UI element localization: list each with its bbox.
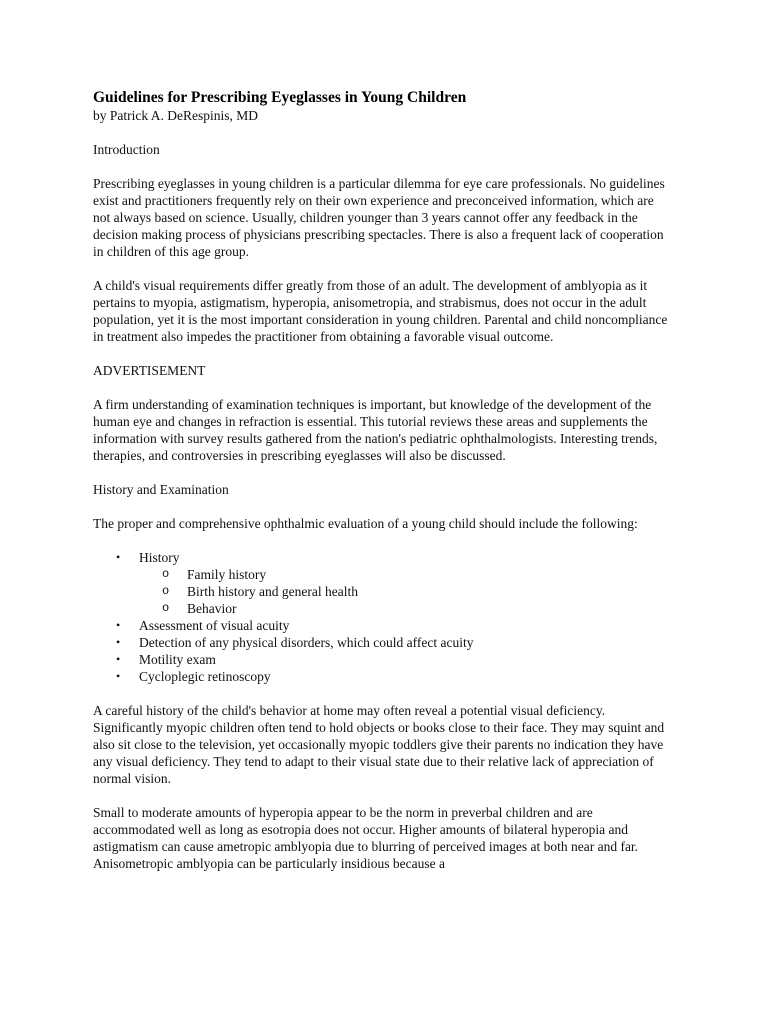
bullet-icon: • [116,618,121,632]
paragraph-3: A firm understanding of examination techniques is important, but knowledge of the development of the human eye and changes in refraction is essential. This tutorial reviews these areas and supplements the information with survey results gathered from the nation's pediatric ophthalmologists. Interesting trends, therapies, and controversies in prescribing eyeglasses will also be discussed. [93,397,658,463]
sublist-item-label: Family history [187,567,267,582]
bullet-icon: • [116,652,121,666]
bullet-icon: • [116,669,121,683]
circle-bullet-icon: o [162,567,170,581]
section-heading-history: History and Examination [93,482,229,497]
list-item-label: Motility exam [139,652,216,667]
list-item [93,617,668,634]
list-item [93,651,668,668]
list-item-label: Cycloplegic retinoscopy [139,669,271,684]
circle-bullet-icon: o [162,601,170,615]
bullet-icon: • [116,635,121,649]
article-body [93,88,668,889]
sublist-item-label: Birth history and general health [187,584,358,599]
list-item-label: Detection of any physical disorders, which could affect acuity [139,635,474,650]
sublist-item [139,600,668,617]
list-item-label: History [139,550,180,565]
paragraph-5: A careful history of the child's behavior at home may often reveal a potential visual deficiency. Significantly myopic children often tend to hold objects or books close to their face. They may squint and also sit close to the television, yet occasionally myopic toddlers give their parents no indication they have any visual deficiency. They tend to adapt to their visual state due to their relative lack of appreciation of normal vision. [93,703,665,786]
circle-bullet-icon: o [162,584,170,598]
list-item [93,634,668,651]
sublist-item [139,583,668,600]
sublist-item [139,566,668,583]
bullet-icon: • [116,550,121,564]
paragraph-2: A child's visual requirements differ greatly from those of an adult. The development of amblyopia as it pertains to myopia, astigmatism, hyperopia, anisometropia, and strabismus, does not occur in the adult population, yet it is the most important consideration in young children. Parental and child noncompliance in treatment also impedes the practitioner from obtaining a favorable visual outcome. [93,278,668,344]
list-item-label: Assessment of visual acuity [139,618,290,633]
history-sublist [139,566,668,617]
paragraph-6: Small to moderate amounts of hyperopia appear to be the norm in preverbal children and are accommodated well as long as esotropia does not occur. Higher amounts of bilateral hyperopia and astigmatism can cause ametropic amblyopia due to blurring of perceived images at both near and far. Anisometropic amblyopia can be particularly insidious because a [93,805,639,871]
article-byline: by Patrick A. DeRespinis, MD [93,108,258,123]
advertisement-label: ADVERTISEMENT [93,363,206,378]
paragraph-4: The proper and comprehensive ophthalmic evaluation of a young child should include the following: [93,516,638,531]
section-heading-introduction: Introduction [93,142,160,157]
examination-list [93,549,668,685]
sublist-item-label: Behavior [187,601,237,616]
paragraph-1: Prescribing eyeglasses in young children is a particular dilemma for eye care professionals. No guidelines exist and practitioners frequently rely on their own experience and preconceived information, which are not always based on science. Usually, children younger than 3 years cannot offer any feedback in the decision making process of physicians prescribing spectacles. There is also a frequent lack of cooperation in children of this age group. [93,176,665,259]
list-item [93,668,668,685]
list-item-history [93,549,668,617]
article-title: Guidelines for Prescribing Eyeglasses in Young Children [93,89,467,106]
